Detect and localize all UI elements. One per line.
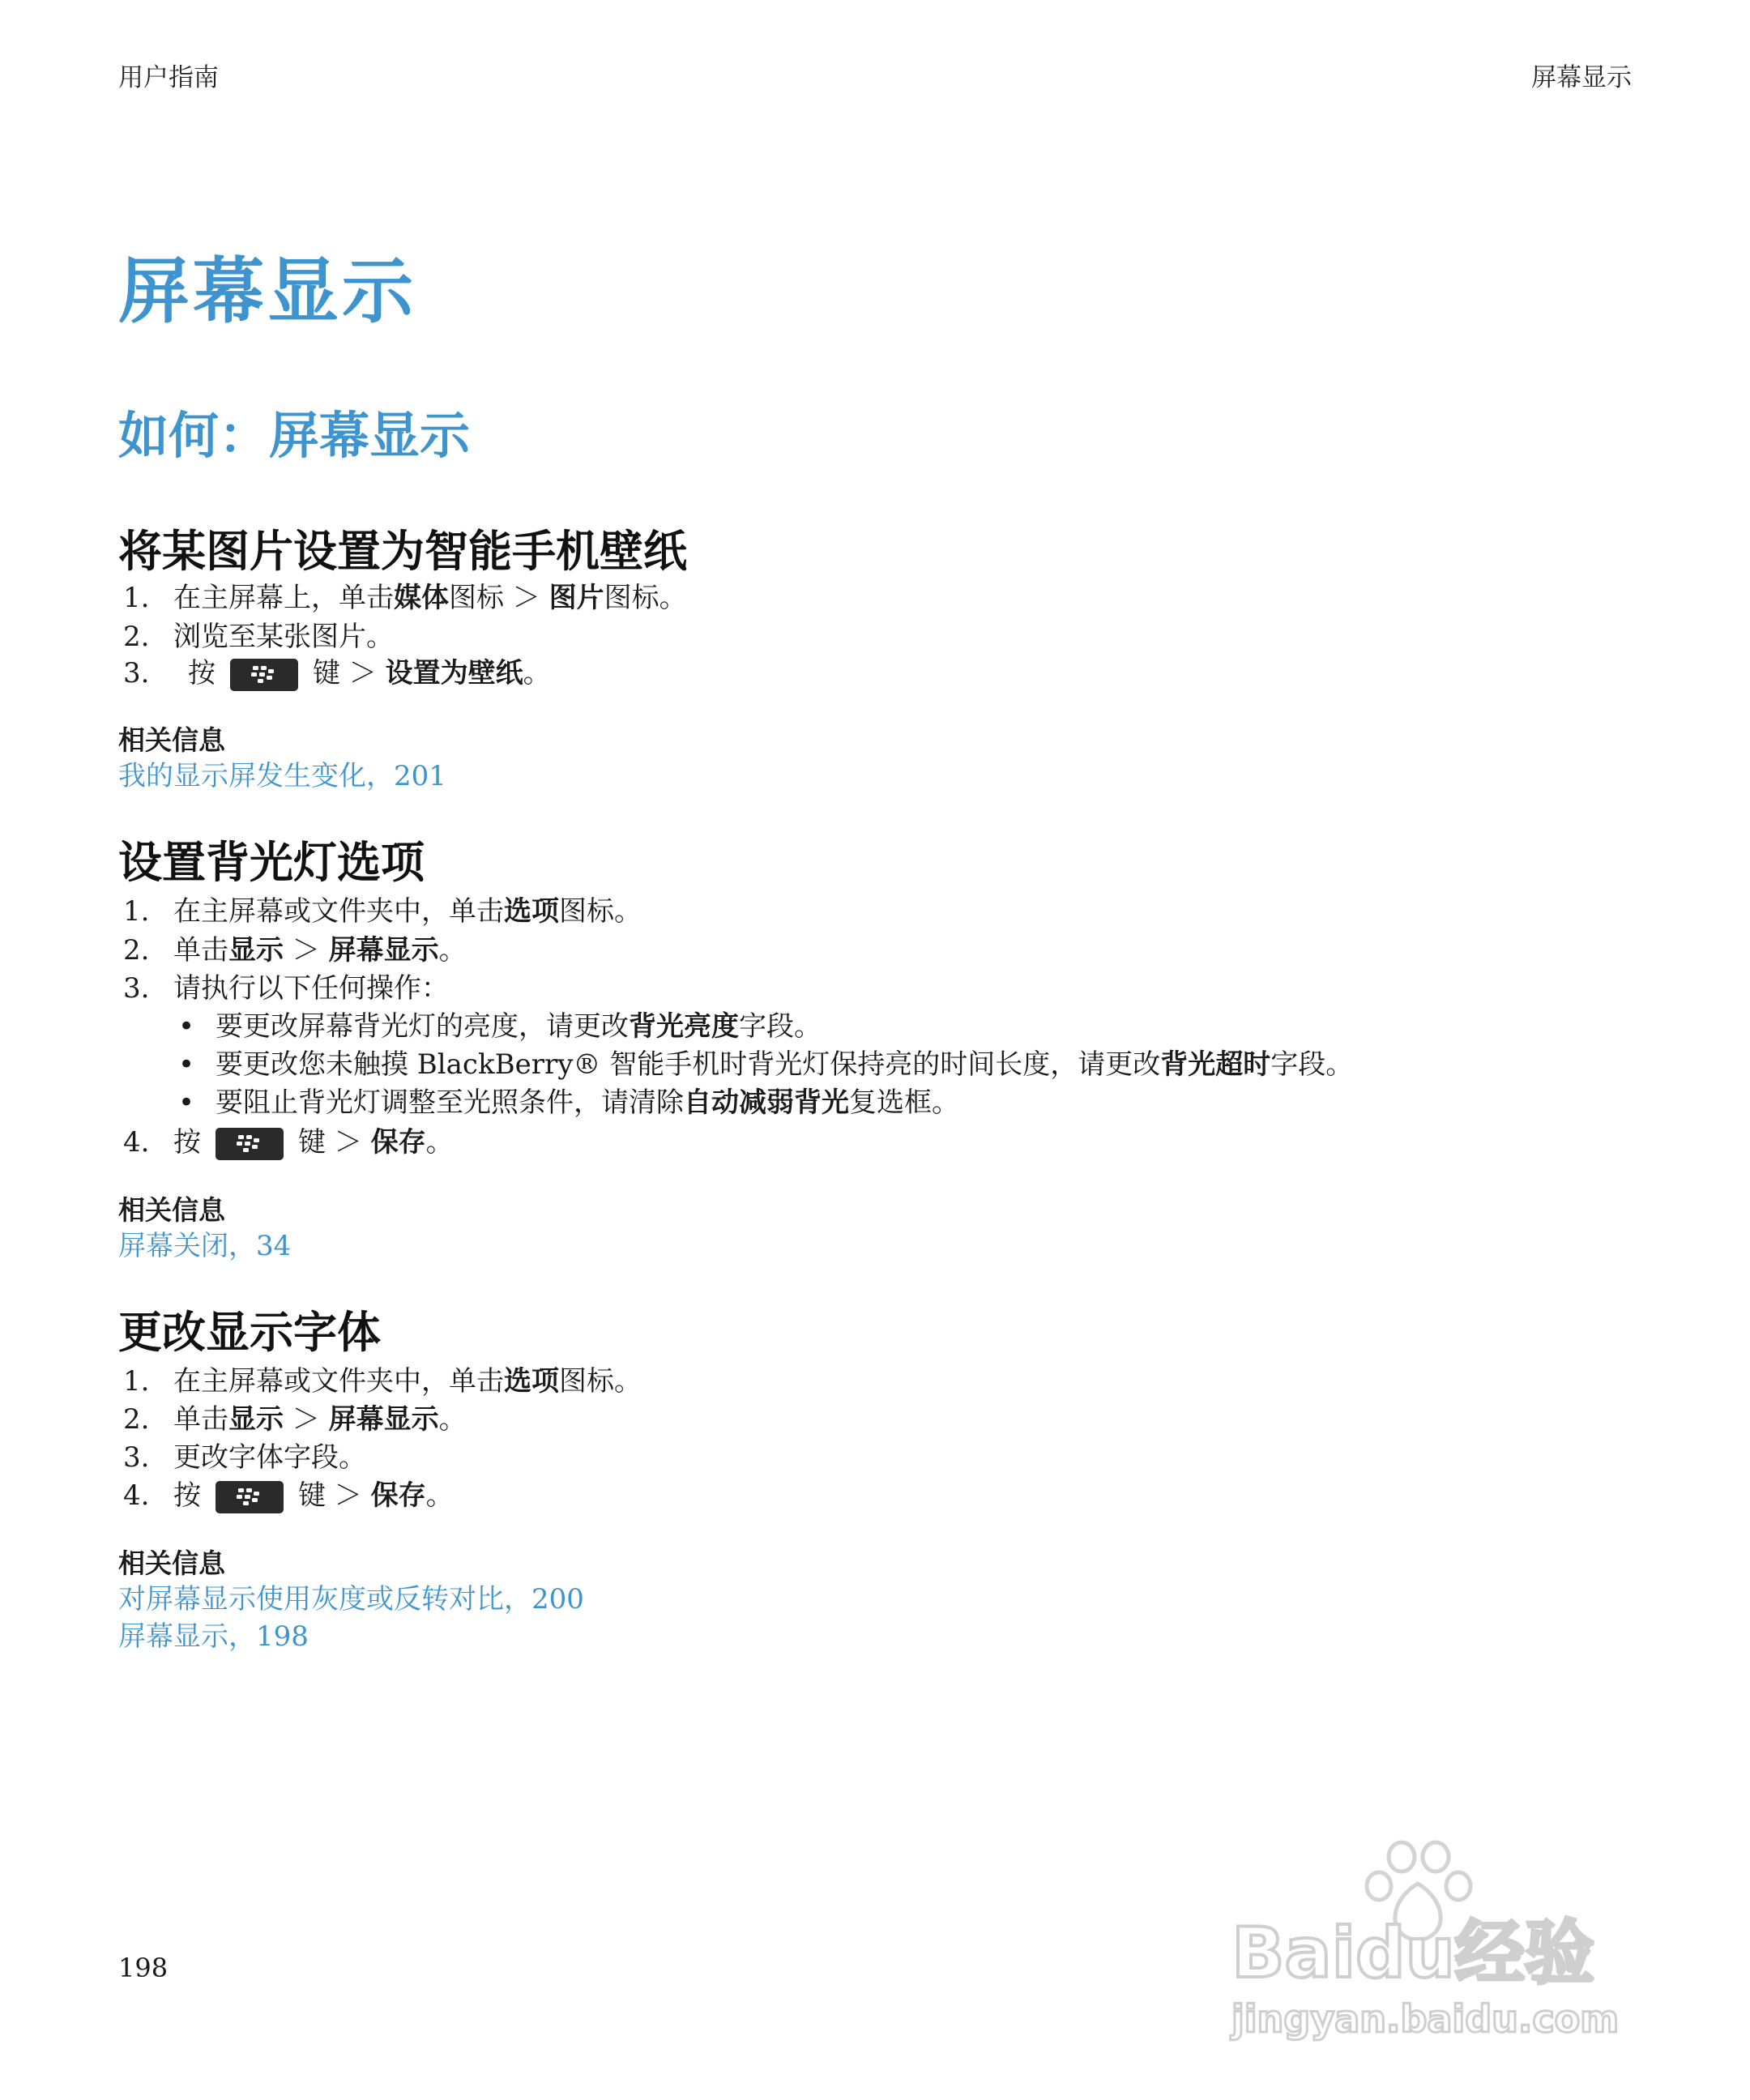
bullet-dot: • [178, 1048, 195, 1081]
step-row [0, 579, 1750, 617]
step-number: 2. [123, 1403, 150, 1436]
bullet-dot: • [178, 1086, 195, 1119]
section-heading-backlight: 设置背光灯选项 [118, 837, 425, 888]
blackberry-menu-key-icon [216, 1128, 284, 1160]
watermark-url: jingyan.baidu.com [1231, 1997, 1620, 2041]
step-text: 按 键 ＞ 设置为壁纸。 [188, 657, 551, 689]
step-text: 更改字体字段。 [173, 1441, 366, 1474]
step-row [0, 1477, 1750, 1517]
step-row [0, 1363, 1750, 1400]
blackberry-menu-key-icon [230, 659, 298, 691]
step-text: 按 键 ＞ 保存。 [173, 1479, 454, 1512]
section-heading-wallpaper: 将某图片设置为智能手机壁纸 [118, 526, 687, 577]
section-heading-font: 更改显示字体 [118, 1307, 381, 1358]
bullet-row [0, 1084, 1750, 1121]
step-number: 4. [123, 1479, 150, 1512]
step-row [0, 1124, 1750, 1164]
step-row [0, 893, 1750, 930]
step-row [0, 932, 1750, 969]
step-text: 单击显示 ＞ 屏幕显示。 [173, 1403, 467, 1436]
related-link[interactable]: 对屏幕显示使用灰度或反转对比，200 [118, 1583, 584, 1616]
related-info-label: 相关信息 [118, 1194, 225, 1226]
page-subtitle: 如何：屏幕显示 [118, 406, 471, 465]
related-link[interactable]: 屏幕关闭，34 [118, 1230, 292, 1262]
page-title: 屏幕显示 [118, 250, 417, 333]
baidu-watermark-logo [1223, 1839, 1645, 2042]
step-text: 请执行以下任何操作： [173, 972, 449, 1005]
step-row [0, 618, 1750, 655]
step-number: 1. [123, 1365, 150, 1398]
bullet-row [0, 1046, 1750, 1083]
related-link[interactable]: 屏幕显示，198 [118, 1620, 309, 1653]
step-number: 2. [123, 934, 150, 967]
step-row [0, 970, 1750, 1007]
step-number: 3. [123, 657, 150, 689]
step-row [0, 655, 1750, 695]
step-text: 单击显示 ＞ 屏幕显示。 [173, 934, 467, 967]
bullet-text: 要更改您未触摸 BlackBerry® 智能手机时背光灯保持亮的时间长度，请更改背光超时字段。 [216, 1048, 1354, 1081]
related-info-label: 相关信息 [118, 1547, 225, 1579]
step-text: 在主屏幕或文件夹中，单击选项图标。 [173, 1365, 642, 1398]
step-row [0, 1439, 1750, 1476]
bullet-text: 要更改屏幕背光灯的亮度，请更改背光亮度字段。 [216, 1010, 822, 1043]
related-link[interactable]: 我的显示屏发生变化，201 [118, 760, 446, 792]
step-number: 3. [123, 972, 150, 1005]
bullet-text: 要阻止背光灯调整至光照条件，请清除自动减弱背光复选框。 [216, 1086, 959, 1119]
step-number: 3. [123, 1441, 150, 1474]
step-text: 在主屏幕上，单击媒体图标 ＞ 图片图标。 [173, 582, 687, 614]
bullet-dot: • [178, 1010, 195, 1043]
step-text: 在主屏幕或文件夹中，单击选项图标。 [173, 895, 642, 928]
running-header-right: 屏幕显示 [1531, 63, 1632, 92]
bullet-row [0, 1008, 1750, 1045]
step-row [0, 1401, 1750, 1438]
step-number: 2. [123, 621, 150, 653]
watermark-brand: Baidu经验 [1231, 1913, 1594, 1994]
page-number: 198 [118, 1953, 169, 1983]
blackberry-menu-key-icon [216, 1481, 284, 1513]
step-number: 1. [123, 582, 150, 614]
step-text: 按 键 ＞ 保存。 [173, 1126, 454, 1159]
related-info-label: 相关信息 [118, 724, 225, 756]
step-number: 4. [123, 1126, 150, 1159]
running-header-left: 用户指南 [118, 63, 219, 92]
step-text: 浏览至某张图片。 [173, 621, 394, 653]
step-number: 1. [123, 895, 150, 928]
